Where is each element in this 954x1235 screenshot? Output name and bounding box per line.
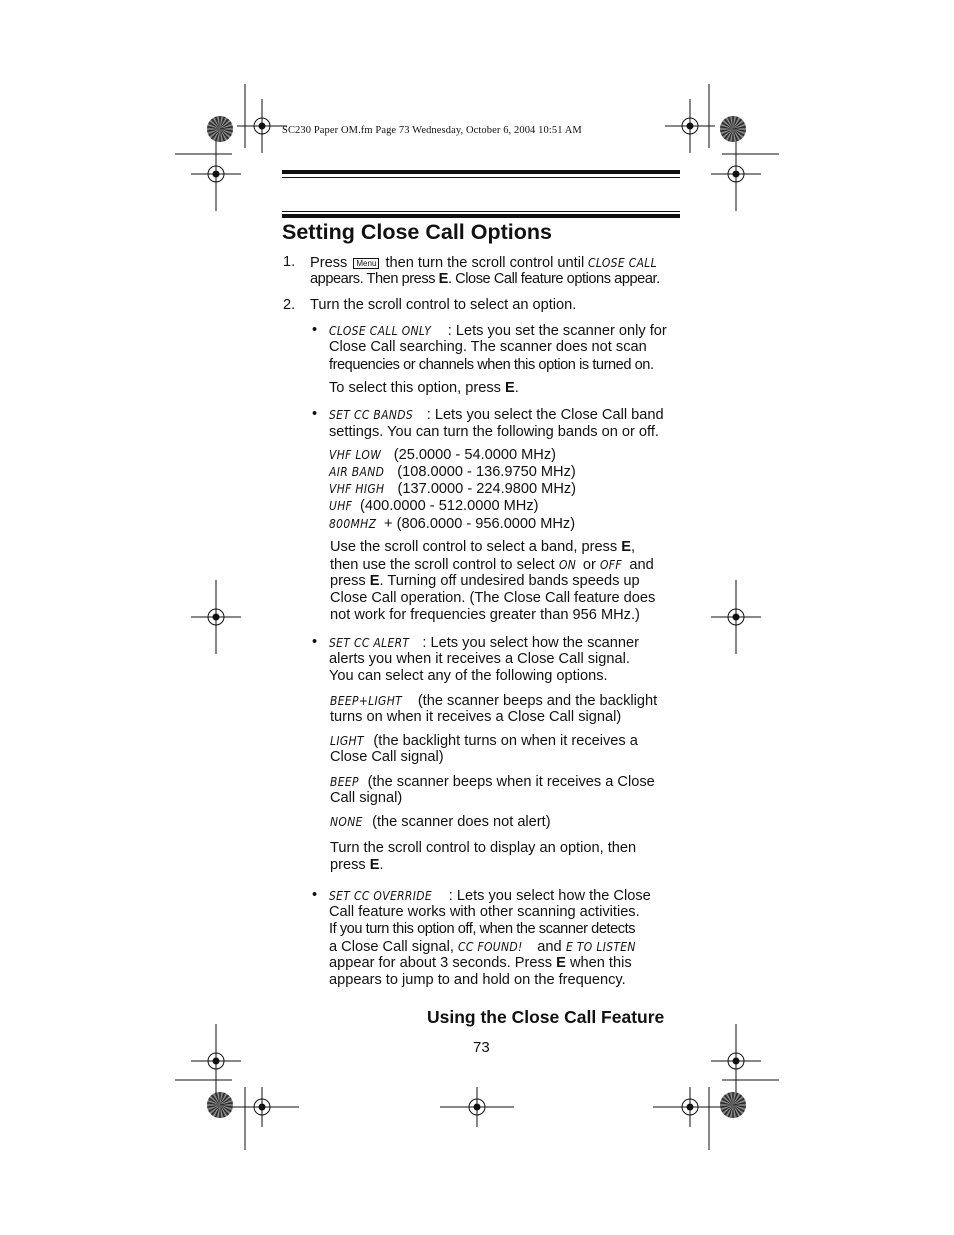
- alert-option: NONE (the scanner does not alert): [330, 814, 551, 830]
- only-line-3: frequencies or channels when this option is turned on.: [329, 357, 654, 373]
- override-line-5: appear for about 3 seconds. Press E when this: [329, 955, 632, 971]
- step-1-line-2: appears. Then press E. Close Call feature options appear.: [310, 271, 660, 287]
- alert-option: BEEP+LIGHT (the scanner beeps and the backlight: [330, 693, 658, 709]
- alert-turn-1: Turn the scroll control to display an option, then: [330, 840, 637, 856]
- text: then turn the scroll control until: [385, 255, 585, 271]
- text: Press: [310, 255, 348, 271]
- band-item: VHF LOW (25.0000 - 54.0000 MHz): [329, 447, 556, 463]
- only-select: To select this option, press E.: [329, 380, 519, 396]
- page-title: Setting Close Call Options: [282, 220, 552, 244]
- alert-option-cont: Call signal): [330, 790, 403, 806]
- alert-line-3: You can select any of the following options.: [329, 668, 608, 684]
- step-number: 1.: [283, 254, 296, 270]
- title-rule-thin: [282, 211, 680, 212]
- file-header: SC230 Paper OM.fm Page 73 Wednesday, October 6, 2004 10:51 AM: [282, 125, 582, 136]
- registration-starburst-icon: [720, 1092, 746, 1118]
- bands-para-5: not work for frequencies greater than 956 MHz.): [330, 607, 640, 623]
- bullet: •: [312, 887, 318, 903]
- step-2-text: Turn the scroll control to select an option.: [310, 297, 577, 313]
- override-line-3: If you turn this option off, when the scanner detects: [329, 921, 636, 937]
- bullet: •: [312, 634, 318, 650]
- bands-para-3: press E. Turning off undesired bands speeds up: [330, 573, 640, 589]
- override-line-6: appears to jump to and hold on the frequency.: [329, 972, 626, 988]
- alert-line-2: alerts you when it receives a Close Call signal.: [329, 651, 630, 667]
- title-rule-thick: [282, 214, 680, 218]
- registration-starburst-icon: [720, 116, 746, 142]
- bullet: •: [312, 322, 318, 338]
- lcd-text: CLOSE CALL: [588, 255, 658, 270]
- override-line-2: Call feature works with other scanning activities.: [329, 904, 640, 920]
- alert-option-cont: turns on when it receives a Close Call signal): [330, 709, 622, 725]
- band-item: UHF (400.0000 - 512.0000 MHz): [329, 498, 539, 514]
- alert-option: LIGHT (the backlight turns on when it receives a: [330, 733, 638, 749]
- only-line-2: Close Call searching. The scanner does not scan: [329, 339, 647, 355]
- section-footer: Using the Close Call Feature: [427, 1007, 665, 1027]
- only-line-1: CLOSE CALL ONLY : Lets you set the scanner only for: [329, 323, 667, 339]
- alert-option-cont: Close Call signal): [330, 749, 444, 765]
- step-number: 2.: [283, 297, 296, 313]
- bullet: •: [312, 406, 318, 422]
- alert-turn-2: press E.: [330, 857, 384, 873]
- band-item: VHF HIGH (137.0000 - 224.9800 MHz): [329, 481, 577, 497]
- bands-para-4: Close Call operation. (The Close Call feature does: [330, 590, 656, 606]
- bands-line-2: settings. You can turn the following bands on or off.: [329, 424, 659, 440]
- registration-starburst-icon: [207, 116, 233, 142]
- registration-starburst-icon: [207, 1092, 233, 1118]
- band-item: AIR BAND (108.0000 - 136.9750 MHz): [329, 464, 576, 480]
- step-1-line-1: [310, 254, 668, 272]
- bands-para-2: then use the scroll control to select ON or OFF and: [330, 557, 654, 573]
- top-rule-thick: [282, 170, 680, 174]
- bands-para-1: Use the scroll control to select a band, press E,: [330, 539, 636, 555]
- bands-line-1: SET CC BANDS : Lets you select the Close Call band: [329, 407, 664, 423]
- alert-line-1: SET CC ALERT : Lets you select how the scanner: [329, 635, 640, 651]
- alert-option: BEEP (the scanner beeps when it receives a Close: [330, 774, 655, 790]
- band-item: 800MHZ + (806.0000 - 956.0000 MHz): [329, 516, 576, 532]
- page-number: 73: [473, 1039, 490, 1056]
- override-line-1: SET CC OVERRIDE : Lets you select how the Close: [329, 888, 651, 904]
- menu-key-icon: Menu: [353, 258, 379, 269]
- override-line-4: a Close Call signal, CC FOUND! and E TO LISTEN: [329, 939, 636, 955]
- top-rule-thin: [282, 177, 680, 178]
